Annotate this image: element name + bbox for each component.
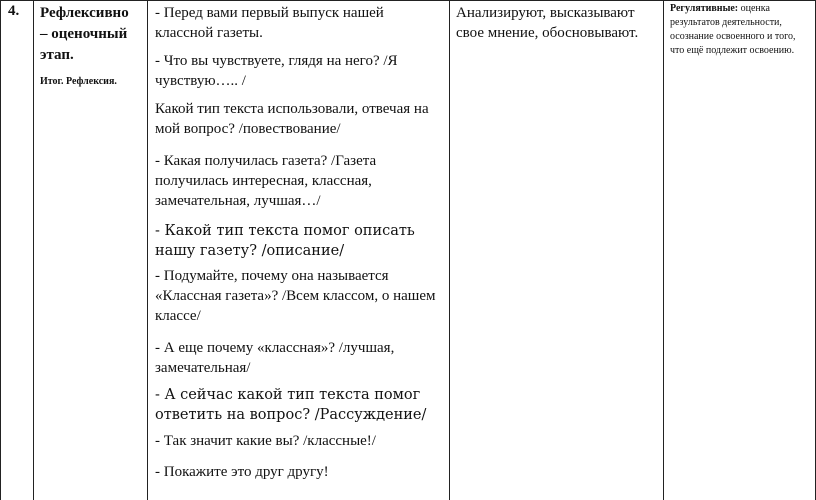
teacher-line: Какой тип текста использовали, отвечая на мой вопрос? /повествование/: [155, 101, 429, 137]
row-number: 4.: [8, 3, 20, 19]
teacher-line: - Какая получилась газета? /Газета получилась интересная, классная, замечательная, лучшая…/: [155, 153, 377, 209]
teacher-line: - Перед вами первый выпуск нашей классной газеты.: [155, 5, 384, 41]
teacher-line: - Подумайте, почему она называется «Классная газета»? /Всем классом, о нашем классе/: [155, 268, 436, 324]
stage-subtitle: Итог. Рефлексия.: [40, 76, 117, 87]
uud-label: Регулятивные:: [670, 3, 739, 14]
teacher-line: - А сейчас какой тип текста помог ответить на вопрос? /Рассуждение/: [155, 387, 427, 423]
students-activity: Анализируют, высказывают свое мнение, обосновывают.: [456, 5, 639, 41]
column-border: [0, 0, 1, 500]
uud-cell: [670, 2, 812, 58]
teacher-line: - Так значит какие вы? /классные!/: [155, 433, 376, 449]
column-border: [33, 0, 34, 500]
teacher-line: - А еще почему «классная»? /лучшая, замечательная/: [155, 340, 395, 376]
stage-title: Рефлексивно – оценочный этап.: [40, 5, 129, 63]
teacher-line: - Какой тип текста помог описать нашу газету? /описание/: [155, 223, 415, 259]
uud-text: оценка результатов деятельности, осознание освоенного и того, что ещё подлежит освоению.: [670, 3, 796, 56]
column-border: [663, 0, 664, 500]
column-border: [449, 0, 450, 500]
table-top-border: [0, 0, 816, 1]
teacher-line: - Что вы чувствуете, глядя на него? /Я чувствую….. /: [155, 53, 398, 89]
teacher-line: - Покажите это друг другу!: [155, 464, 329, 480]
column-border: [147, 0, 148, 500]
